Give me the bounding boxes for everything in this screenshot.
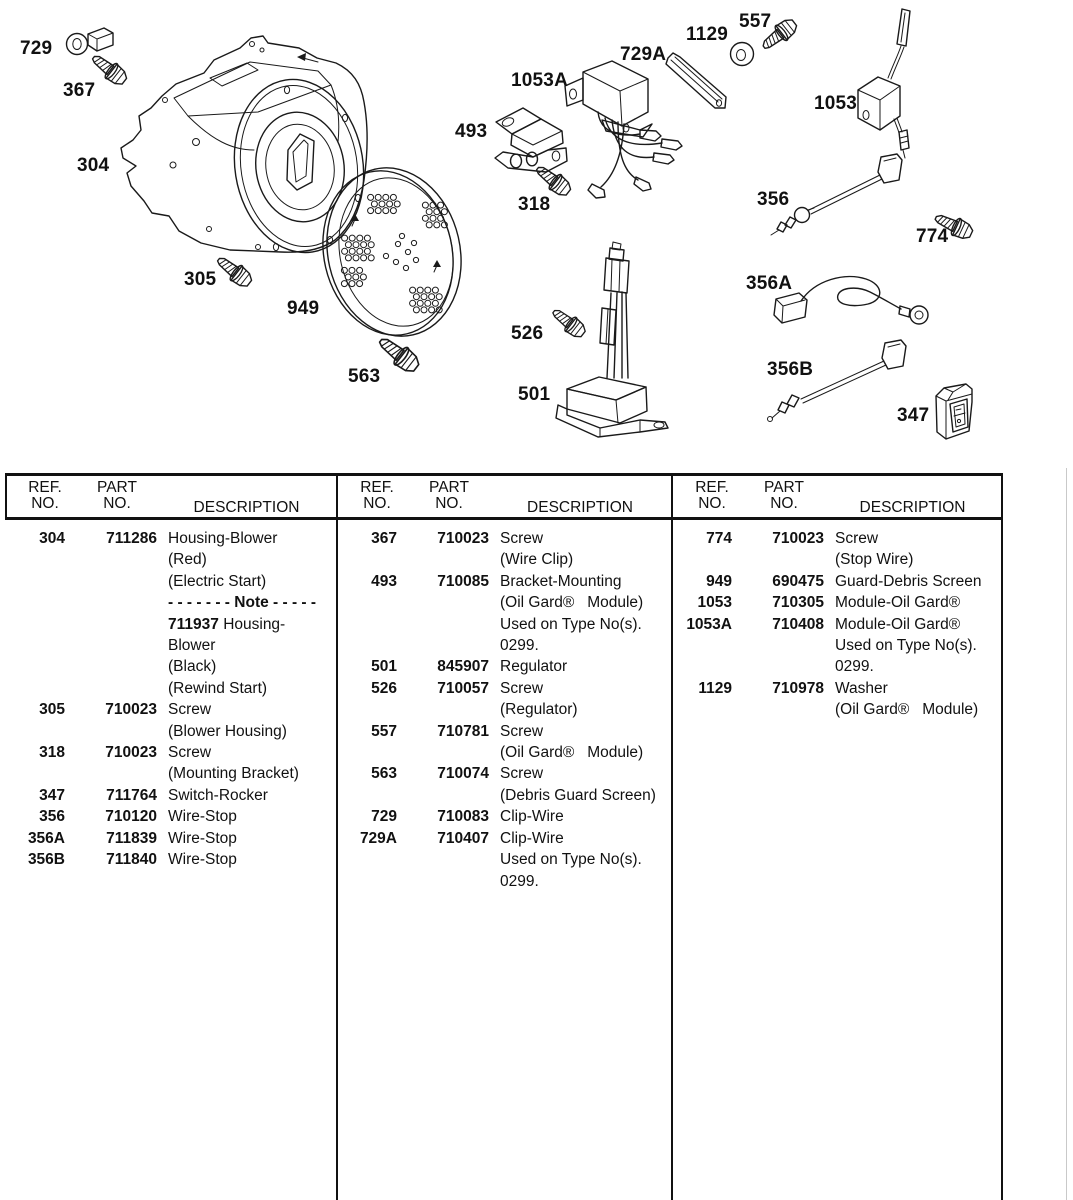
screen-perforation — [429, 294, 435, 300]
part-ref — [337, 635, 397, 656]
part-description: Screw — [168, 744, 212, 762]
screw-563-drawing — [374, 332, 422, 376]
part-row — [337, 678, 671, 699]
callout-949: 949 — [287, 298, 320, 319]
screen-perforation — [434, 222, 440, 228]
screen-perforation — [387, 201, 393, 207]
part-number — [397, 592, 489, 613]
part-row — [5, 656, 336, 677]
part-number: 711764 — [106, 786, 157, 804]
part-number — [397, 849, 489, 870]
screen-perforation — [368, 194, 374, 200]
screen-perforation — [368, 208, 374, 214]
part-row — [337, 614, 671, 635]
part-description: (Stop Wire) — [835, 551, 914, 569]
part-ref: 563 — [371, 765, 397, 783]
part-description: Screw — [500, 530, 544, 547]
screen-perforation — [421, 294, 427, 300]
part-number — [397, 871, 489, 892]
part-description: Used on Type No(s). — [500, 615, 642, 633]
blower-housing-drawing — [121, 36, 376, 262]
screen-perforation — [425, 287, 431, 293]
screen-perforation — [390, 194, 396, 200]
part-ref: 501 — [371, 658, 397, 676]
callout-347: 347 — [897, 405, 930, 426]
callout-1053: 1053 — [814, 93, 858, 114]
part-description: Screw — [500, 679, 544, 697]
rocker-switch-drawing — [936, 384, 972, 439]
part-row — [672, 614, 1001, 635]
screen-perforation — [371, 201, 377, 207]
screen-perforation — [349, 248, 355, 254]
part-ref — [337, 742, 397, 763]
part-ref — [672, 656, 732, 677]
part-description: (Mounting Bracket) — [168, 765, 299, 783]
part-row — [337, 592, 671, 613]
screen-perforation — [364, 248, 370, 254]
part-description: Module-Oil Gard® — [835, 615, 961, 633]
part-number — [397, 635, 489, 656]
part-row — [5, 763, 336, 784]
part-description: (Rewind Start) — [168, 679, 268, 697]
screen-perforation — [426, 222, 432, 228]
part-ref: 557 — [371, 722, 397, 740]
part-row — [5, 635, 336, 656]
part-no-header: PART NO. — [429, 479, 469, 512]
part-row — [337, 763, 671, 784]
part-ref: 949 — [706, 572, 732, 590]
part-description: (Blower Housing) — [168, 722, 287, 740]
part-description: - - - - - - - Note - - - - - — [168, 594, 317, 612]
part-number: 710978 — [772, 679, 824, 697]
part-ref — [5, 635, 65, 656]
part-description: Housing-Blower — [168, 530, 278, 547]
screen-perforation — [399, 233, 404, 238]
screen-perforation — [383, 194, 389, 200]
screen-perforation — [342, 248, 348, 254]
part-number — [732, 635, 824, 656]
part-ref — [5, 721, 65, 742]
screen-perforation — [345, 255, 351, 261]
screen-perforation — [341, 267, 347, 273]
description-header: DESCRIPTION — [859, 499, 966, 516]
part-number: 710408 — [772, 615, 824, 633]
part-row — [672, 699, 1001, 720]
regulator-drawing — [556, 242, 668, 437]
part-ref: 356B — [27, 851, 65, 869]
screen-perforation — [379, 201, 385, 207]
part-number — [397, 549, 489, 570]
screen-perforation — [341, 281, 347, 287]
screen-perforation — [413, 294, 419, 300]
screen-perforation — [357, 267, 363, 273]
screen-perforation — [368, 242, 374, 248]
part-number: 710023 — [437, 530, 489, 547]
part-number: 690475 — [772, 572, 824, 590]
part-number — [397, 785, 489, 806]
screen-perforation — [405, 249, 410, 254]
part-number: 710057 — [437, 679, 489, 697]
part-ref: 1053 — [697, 594, 732, 612]
part-row — [337, 571, 671, 592]
part-row — [5, 806, 336, 827]
screen-perforation — [422, 202, 428, 208]
part-description: Guard-Debris Screen — [835, 572, 982, 590]
part-row — [5, 742, 336, 763]
part-description: (Electric Start) — [168, 572, 267, 590]
part-number: 710074 — [437, 765, 489, 783]
screen-perforation — [421, 307, 427, 313]
screen-perforation — [403, 265, 408, 270]
part-row — [672, 592, 1001, 613]
part-row — [5, 528, 336, 549]
part-ref: 318 — [39, 744, 65, 762]
screen-perforation — [411, 240, 416, 245]
part-ref: 774 — [706, 530, 732, 547]
screen-perforation — [357, 248, 363, 254]
part-description: Module-Oil Gard® — [835, 594, 961, 612]
part-number: 710407 — [437, 829, 489, 847]
part-description: 711937 Housing- — [168, 615, 286, 633]
part-description: (Oil Gard® Module) — [500, 744, 644, 762]
part-description: (Regulator) — [500, 701, 578, 719]
screen-perforation — [349, 267, 355, 273]
parts-column-1 — [5, 473, 336, 871]
part-description: (Oil Gard® Module) — [500, 594, 644, 612]
screen-perforation — [426, 209, 432, 215]
wire-clip-729-drawing — [67, 28, 114, 55]
part-no-header: PART NO. — [764, 479, 804, 512]
part-row — [337, 528, 671, 549]
part-row — [672, 635, 1001, 656]
screen-perforation — [357, 235, 363, 241]
callout-563: 563 — [348, 366, 381, 387]
part-ref — [672, 549, 732, 570]
part-description: Screw — [500, 722, 544, 740]
screen-perforation — [375, 208, 381, 214]
part-number: 710023 — [772, 530, 824, 547]
part-description: Screw — [500, 765, 544, 783]
screen-perforation — [375, 194, 381, 200]
scan-edge-artifact — [1066, 468, 1067, 1200]
part-description: Switch-Rocker — [168, 786, 268, 804]
screen-perforation — [432, 300, 438, 306]
screen-perforation — [353, 242, 359, 248]
part-number: 710305 — [772, 594, 824, 612]
part-ref — [337, 592, 397, 613]
part-ref: 729A — [359, 829, 397, 847]
part-number: 710023 — [105, 744, 157, 762]
part-number — [65, 763, 157, 784]
part-row — [337, 635, 671, 656]
part-row — [337, 549, 671, 570]
part-description: 0299. — [500, 872, 539, 890]
screen-perforation — [434, 209, 440, 215]
part-description: Wire-Stop — [168, 808, 237, 826]
part-row — [5, 549, 336, 570]
part-description: Bracket-Mounting — [500, 572, 622, 590]
part-number — [732, 699, 824, 720]
part-number — [65, 721, 157, 742]
screen-perforation — [393, 259, 398, 264]
screen-perforation — [438, 202, 444, 208]
part-ref — [337, 785, 397, 806]
callout-1053A: 1053A — [511, 70, 568, 91]
part-row — [672, 678, 1001, 699]
callout-356B: 356B — [767, 359, 814, 380]
callout-1129: 1129 — [686, 24, 729, 45]
screen-perforation — [383, 208, 389, 214]
screen-perforation — [349, 281, 355, 287]
part-row — [337, 806, 671, 827]
part-row — [337, 656, 671, 677]
part-row — [337, 742, 671, 763]
part-ref: 367 — [371, 530, 397, 547]
part-row — [5, 592, 336, 613]
parts-column-3 — [672, 473, 1001, 721]
screen-perforation — [413, 307, 419, 313]
part-number: 711840 — [106, 851, 157, 869]
callout-304: 304 — [77, 155, 110, 176]
part-number — [65, 592, 157, 613]
wire-stop-356A-drawing — [774, 277, 928, 324]
table-right-border — [1001, 473, 1003, 1200]
part-ref — [337, 549, 397, 570]
part-description: Clip-Wire — [500, 829, 564, 847]
part-ref — [672, 635, 732, 656]
screen-perforation — [353, 274, 359, 280]
part-row — [5, 614, 336, 635]
part-ref: 356 — [39, 808, 65, 826]
part-description: 0299. — [835, 658, 874, 676]
part-row — [672, 571, 1001, 592]
screen-perforation — [432, 287, 438, 293]
screw-305-drawing — [213, 252, 255, 291]
part-ref — [672, 699, 732, 720]
part-description: Regulator — [500, 658, 568, 676]
part-ref — [337, 699, 397, 720]
part-number — [65, 678, 157, 699]
parts-column-2 — [337, 473, 671, 892]
part-row — [672, 528, 1001, 549]
part-row — [337, 721, 671, 742]
screen-perforation — [342, 235, 348, 241]
column-header — [337, 473, 671, 517]
part-description: Blower — [168, 637, 216, 655]
part-ref: 1129 — [698, 679, 732, 697]
screw-526-drawing — [549, 304, 589, 341]
part-row — [5, 849, 336, 870]
part-ref — [5, 656, 65, 677]
part-description: Washer — [835, 679, 888, 697]
screen-perforation — [345, 274, 351, 280]
part-row — [337, 871, 671, 892]
screen-perforation — [395, 241, 400, 246]
part-number — [65, 656, 157, 677]
parts-entries — [5, 528, 336, 871]
ref-no-header: REF. NO. — [695, 479, 729, 512]
screen-perforation — [383, 253, 388, 258]
part-number: 710120 — [105, 808, 157, 826]
screen-perforation — [417, 300, 423, 306]
part-row — [337, 699, 671, 720]
oil-gard-module-1053-drawing — [858, 9, 910, 158]
part-row — [337, 828, 671, 849]
screen-perforation — [361, 255, 367, 261]
description-header: DESCRIPTION — [193, 499, 300, 516]
screen-perforation — [360, 274, 366, 280]
parts-entries — [337, 528, 671, 892]
description-header: DESCRIPTION — [527, 499, 633, 516]
callout-501: 501 — [518, 384, 551, 405]
part-row — [337, 849, 671, 870]
screen-perforation — [368, 255, 374, 261]
part-number: 710083 — [437, 808, 489, 826]
screen-perforation — [430, 215, 436, 221]
screen-perforation — [410, 300, 416, 306]
screen-perforation — [425, 300, 431, 306]
part-description: Wire-Stop — [168, 829, 237, 847]
part-row — [5, 571, 336, 592]
screen-perforation — [429, 307, 435, 313]
part-description: (Debris Guard Screen) — [500, 786, 656, 804]
part-row — [672, 656, 1001, 677]
part-description: Clip-Wire — [500, 808, 564, 826]
screen-perforation — [410, 287, 416, 293]
screen-perforation — [438, 215, 444, 221]
callout-356: 356 — [757, 189, 790, 210]
part-description: (Oil Gard® Module) — [835, 701, 979, 719]
wire-clip-729A-drawing — [666, 53, 726, 108]
part-ref: 526 — [371, 679, 397, 697]
part-number — [732, 549, 824, 570]
callout-526: 526 — [511, 323, 544, 344]
part-description: (Red) — [168, 551, 207, 569]
screen-perforation — [361, 242, 367, 248]
part-number — [65, 571, 157, 592]
callout-774: 774 — [916, 226, 949, 247]
part-number: 710023 — [105, 701, 157, 719]
part-description: Used on Type No(s). — [835, 637, 977, 655]
callout-305: 305 — [184, 269, 217, 290]
column-header — [672, 473, 1001, 517]
part-number: 710085 — [437, 572, 489, 590]
part-ref: 305 — [39, 701, 65, 719]
callout-557: 557 — [739, 11, 772, 32]
screen-perforation — [364, 235, 370, 241]
part-number — [65, 614, 157, 635]
part-no-header: PART NO. — [97, 479, 137, 512]
wire-stop-356-drawing — [771, 154, 902, 235]
part-description: (Wire Clip) — [500, 551, 574, 569]
screen-perforation — [417, 287, 423, 293]
part-row — [5, 699, 336, 720]
part-ref: 347 — [39, 786, 65, 804]
part-description: (Black) — [168, 658, 217, 676]
callout-729A: 729A — [620, 44, 667, 65]
part-ref: 356A — [27, 829, 65, 847]
screen-perforation — [345, 242, 351, 248]
part-ref: 1053A — [686, 615, 732, 633]
part-number: 711286 — [106, 530, 157, 547]
screen-perforation — [353, 255, 359, 261]
callout-356A: 356A — [746, 273, 793, 294]
part-number — [397, 742, 489, 763]
part-ref — [337, 849, 397, 870]
ref-no-header: REF. NO. — [28, 479, 62, 512]
screen-perforation — [441, 209, 447, 215]
parts-entries — [672, 528, 1001, 721]
part-row — [5, 785, 336, 806]
part-description: Used on Type No(s). — [500, 851, 642, 869]
part-number — [397, 614, 489, 635]
part-row — [5, 721, 336, 742]
callout-493: 493 — [455, 121, 488, 142]
callout-729: 729 — [20, 38, 53, 59]
part-number — [65, 635, 157, 656]
part-row — [337, 785, 671, 806]
oil-gard-module-1053A-drawing — [565, 61, 682, 198]
part-description: Screw — [835, 530, 879, 547]
part-ref — [337, 614, 397, 635]
part-number — [65, 549, 157, 570]
screen-perforation — [357, 281, 363, 287]
part-ref: 493 — [371, 572, 397, 590]
part-number — [397, 699, 489, 720]
part-ref — [5, 678, 65, 699]
part-row — [672, 549, 1001, 570]
mounting-bracket-drawing — [495, 108, 567, 172]
part-number: 711839 — [106, 829, 157, 847]
washer-drawing — [731, 43, 754, 66]
part-ref — [5, 571, 65, 592]
part-ref — [5, 592, 65, 613]
screen-perforation — [349, 235, 355, 241]
exploded-parts-diagram — [0, 0, 1073, 470]
part-ref — [5, 549, 65, 570]
part-description: Screw — [168, 701, 212, 719]
screen-perforation — [422, 215, 428, 221]
part-description: Wire-Stop — [168, 851, 237, 869]
callout-367: 367 — [63, 80, 96, 101]
part-description: 0299. — [500, 637, 539, 655]
part-ref: 304 — [39, 530, 65, 547]
screen-perforation — [390, 208, 396, 214]
part-number: 845907 — [437, 658, 489, 676]
column-header — [5, 473, 336, 517]
screen-perforation — [394, 201, 400, 207]
screen-perforation — [436, 294, 442, 300]
part-number — [732, 656, 824, 677]
callout-318: 318 — [518, 194, 551, 215]
part-ref — [5, 763, 65, 784]
part-ref — [337, 871, 397, 892]
part-number: 710781 — [437, 722, 489, 740]
part-ref: 729 — [371, 808, 397, 826]
screen-perforation — [413, 257, 418, 262]
ref-no-header: REF. NO. — [360, 479, 394, 512]
part-row — [5, 678, 336, 699]
part-row — [5, 828, 336, 849]
part-ref — [5, 614, 65, 635]
